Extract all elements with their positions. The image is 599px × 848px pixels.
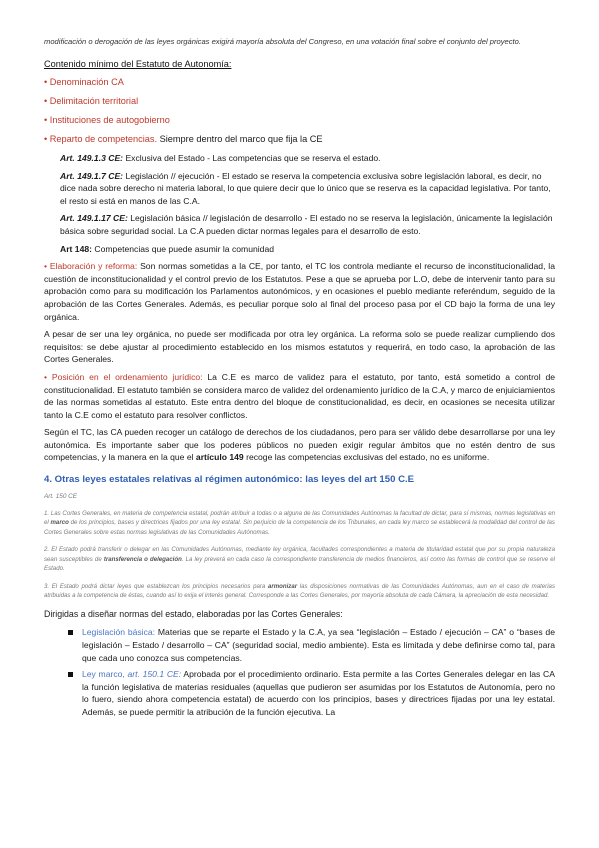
derechos-paragraph xyxy=(44,426,555,464)
art-150-1 xyxy=(44,509,555,537)
elaboracion-label: Elaboración y reforma: xyxy=(49,261,138,272)
text-run: Según el TC, las CA pueden recoger un catálogo de derechos de los ciudadanos, pero para ser válido debe desarrollarse por una ley autonómica. Es importante saber que los poderes públicos no pueden exigir regular ámbitos que no estén dentro de sus competencias, y la manera en la que el xyxy=(44,427,555,463)
elaboracion-text: Son normas sometidas a la CE, por tanto, el TC los controla mediante el recurso de inconstitucionalidad, la cuestión de inconstitucionalidad y el control previo de los Estatutos. Pese a que se aprueba por L.O, debe de intervenir tanto para su aprobación como para su modificación los Parlamentos autonómicos, y en ocasiones el pueblo mediante referéndum, seguido de la aprobación de las Cortes Generales. Además, es peculiar porque solo al final del proceso pasa por el CD bajo la forma de una ley orgánica. xyxy=(44,261,555,322)
bullet-denominacion: • Denominación CA xyxy=(44,77,124,87)
article-label: Art. 149.1.3 CE: xyxy=(60,153,124,163)
bullet-text: Siempre dentro del marco que fija la CE xyxy=(159,134,323,144)
article-149-1-3 xyxy=(60,152,555,165)
bullet-text: Instituciones de autogobierno xyxy=(49,115,170,125)
text-run: 1. Las Cortes Generales, en materia de competencia estatal, podrán atribuir a todas o a alguna de las Comunidades Autónomas la facultad de dictar, para sí mismas, normas legislativas en el xyxy=(44,510,555,527)
bullet-text: Delimitación territorial xyxy=(49,96,139,106)
article-text: Exclusiva del Estado - Las competencias que se reserva el estado. xyxy=(125,153,381,163)
bullet-reparto: • Reparto de competencias. Siempre dentro del marco que fija la CE xyxy=(44,134,323,144)
text-run: . La ley preverá en cada caso la correspondiente transferencia de medios financieros, así como las formas de control que se reserve el Estado. xyxy=(44,555,556,573)
article-text: Legislación // ejecución - El estado se reserva la competencia exclusiva sobre legislación laboral, es decir, no dice nada sobre derecho ni materia laboral, lo que quiere decir que lo único que se reserva es la capacidad legislativa. Por tanto, el resto si está en manos de las C.A. xyxy=(60,170,551,206)
contenido-heading: Contenido mínimo del Estatuto de Autonomía: xyxy=(44,59,232,69)
text-run: de los principios, bases y directrices fijados por una ley estatal. Sin perjuicio de la competencia de los Tribunales, en cada ley marco se establecerá la modalidad del control de las Cortes Generales sobre estas normas legislativas de las Comunidades Autónomas. xyxy=(44,519,555,536)
emphasis: marco xyxy=(50,519,69,527)
item-label: Ley marco, xyxy=(82,669,125,680)
item-label: Legislación básica: xyxy=(82,627,156,638)
articulo-149-emphasis: artículo 149 xyxy=(195,452,244,463)
dirigidas-line: Dirigidas a diseñar normas del estado, elaboradas por las Cortes Generales: xyxy=(44,609,343,620)
article-label: Art 148: xyxy=(60,243,92,254)
article-148 xyxy=(60,243,555,256)
bullet-label: Reparto de competencias. xyxy=(49,134,158,144)
text-run: 2. El Estado podrá transferir o delegar en las Comunidades Autónomas, mediante ley orgánica, facultades correspondientes a materia de titularidad estatal que por su propia naturaleza sean susceptibles de xyxy=(44,546,555,563)
article-text: Competencias que puede asumir la comunidad xyxy=(94,243,275,254)
posicion-label: Posición en el ordenamiento jurídico: xyxy=(51,371,203,382)
article-text: Legislación básica // legislación de desarrollo - El estado no se reserva la legislación, únicamente la legislación básica sobre seguridad social. La C.A pueden dictar normas legales para el desarrollo de esto. xyxy=(60,213,553,236)
intro-paragraph: modificación o derogación de las leyes orgánicas exigirá mayoría absoluta del Congreso, en una votación final sobre el conjunto del proyecto. xyxy=(44,37,522,46)
reforma-paragraph: A pesar de ser una ley orgánica, no puede ser modificada por otra ley orgánica. La reforma solo se puede realizar cumpliendo dos requisitos: se debe ajustar al procedimiento establecido en los mismos estatutos y requerirá, en todo caso, la aprobación de las Cortes Generales. xyxy=(44,329,555,365)
bullet-instituciones: • Instituciones de autogobierno xyxy=(44,115,170,125)
section-4-heading: 4. Otras leyes estatales relativas al régimen autonómico: las leyes del art 150 C.E xyxy=(44,474,415,486)
item-text: Materias que se reparte el Estado y la C.A, ya sea “legislación – Estado / ejecución – CA” o “bases de legislación – Estado / desarrollo – CA” (seguridad social, medio ambiente). Esta es limitada y debe definirse como tal, para que cada uno conozca sus competencias. xyxy=(82,627,555,663)
article-149-1-7 xyxy=(60,170,555,208)
article-149-1-17 xyxy=(60,212,555,237)
article-label: Art. 149.1.7 CE: xyxy=(60,170,124,181)
emphasis: armonizar xyxy=(267,582,298,590)
item-ref: art. 150.1 CE: xyxy=(127,669,182,680)
art-150-2 xyxy=(44,545,555,573)
text-run: 3. El Estado podrá dictar leyes que establezcan los principios necesarios para xyxy=(44,582,266,590)
list-item-ley-marco xyxy=(68,668,555,718)
posicion-text: La C.E es marco de validez para el estatuto, por tanto, está sometido a control de constitucionalidad. El estatuto también se considera marco de validez del ordenamiento jurídico de la C.A, y marco de enjuiciamientos de las normas sometidas al estatuto. Este entra dentro del bloque de constitucionalidad, es decir, en ocasiones se necesita utilizar tanto la C.E como el estatuto para resolver conflictos. xyxy=(44,371,556,420)
list-item-legislacion-basica xyxy=(68,626,555,664)
emphasis: transferencia o delegación xyxy=(103,555,182,563)
elaboracion-paragraph: • Elaboración y reforma: Son normas sometidas a la CE, por tanto, el TC los controla mediante el recurso de inconstitucionalidad, la cuestión de inconstitucionalidad y el control previo de los Estatutos. Pese a que se aprueba por L.O, debe de intervenir tanto para su aprobación como para su modificación los Parlamentos autonómicos, y en ocasiones el pueblo mediante referéndum, seguido de la aprobación de las Cortes Generales. Además, es peculiar porque solo al final del proceso pasa por el CD bajo la forma de una ley orgánica. xyxy=(44,261,555,322)
text-run: las disposiciones normativas de las Comunidades Autónomas, aun en el caso de materias atribuidas a la competencia de éstas, cuando así lo exija el interés general. Corresponde a las Cortes Generales, por mayoría absoluta de cada Cámara, la apreciación de esta necesidad. xyxy=(44,582,555,599)
bullet-text: Denominación CA xyxy=(49,77,124,87)
art-150-reference: Art. 150 CE xyxy=(44,493,78,501)
posicion-paragraph: • Posición en el ordenamiento jurídico: La C.E es marco de validez para el estatuto, por tanto, está sometido a control de constitucionalidad. El estatuto también se considera marco de validez del ordenamiento jurídico de la C.A, y marco de enjuiciamientos de las normas sometidas al estatuto. Este entra dentro del bloque de constitucionalidad, es decir, en ocasiones se necesita utilizar tanto la C.E como el estatuto para resolver conflictos. xyxy=(44,371,556,420)
bullet-delimitacion: • Delimitación territorial xyxy=(44,96,139,106)
item-text: Aprobada por el procedimiento ordinario. Esta permite a las Cortes Generales delegar en las CA la función legislativa de materias residuales (aquellas que pudieron ser asumidas por los Estatutos de Autonomía, pero no lo fuero, siendo ahora competencia estatal) de acuerdo con los principios, bases y directrices fijadas por una ley estatal. Además, se puede permitir la atribución de la función ejecutiva. La xyxy=(82,669,555,717)
text-run: recoge las competencias exclusivas del estado, no es uniforme. xyxy=(246,452,490,463)
square-bullet-icon xyxy=(68,672,73,677)
art-150-3 xyxy=(44,582,555,601)
square-bullet-icon xyxy=(68,630,73,635)
article-label: Art. 149.1.17 CE: xyxy=(60,213,128,224)
